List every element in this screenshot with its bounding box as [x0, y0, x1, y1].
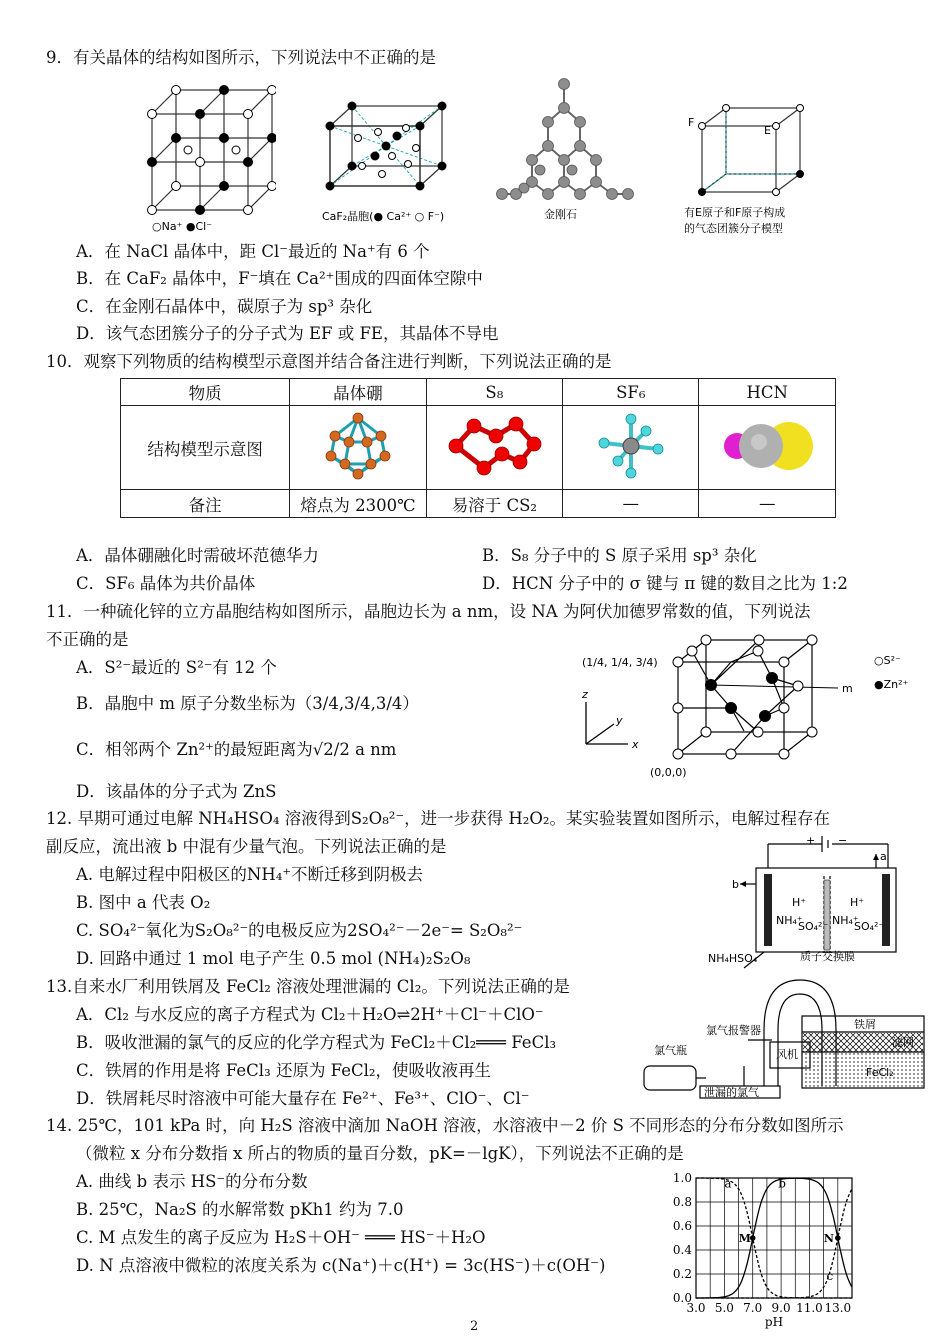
x-tick-label: 5.0 [714, 1301, 734, 1315]
nacl-crystal-figure [144, 82, 276, 234]
y-tick-label: 0.4 [672, 1243, 692, 1257]
x-axis-label: pH [764, 1315, 784, 1329]
axis-z: z [582, 688, 588, 701]
cluster-label-e: E [764, 124, 771, 137]
x-tick-label: 3.0 [686, 1301, 706, 1315]
axis-x: x [632, 738, 639, 751]
curve-label-c: c [826, 1269, 834, 1283]
q12-option-d: D. 回路中通过 1 mol 电子产生 0.5 mol (NH₄)₂S₂O₈ [76, 949, 471, 968]
x-tick-label: 7.0 [743, 1301, 763, 1315]
x-tick-label: 11.0 [796, 1301, 823, 1315]
cluster-label-f: F [688, 116, 695, 129]
q10-row-model-label: 结构模型示意图 [121, 406, 290, 490]
ion-so4-left: SO₄²⁻ [798, 920, 829, 933]
electrolysis-figure [704, 832, 914, 972]
diamond-figure [488, 74, 638, 224]
q10-option-a: A．晶体硼融化时需破坏范德华力 [76, 546, 319, 565]
point-N [835, 1235, 841, 1241]
caf2-caption: CaF₂晶胞(● Ca²⁺ ○ F⁻) [322, 210, 445, 223]
q10-stem: 10．观察下列物质的结构模型示意图并结合备注进行判断，下列说法正确的是 [46, 352, 612, 371]
q11-option-b: B．晶胞中 m 原子分数坐标为（3/4,3/4,3/4） [76, 694, 419, 713]
q14-option-c: C. M 点发生的离子反应为 H₂S＋OH⁻ ═══ HS⁻＋H₂O [76, 1228, 486, 1247]
q10-note-hcn: — [699, 490, 836, 518]
cylinder-label: 氯气瓶 [654, 1044, 687, 1057]
plus-sign: + [806, 834, 816, 847]
q14-option-a: A. 曲线 b 表示 HS⁻的分布分数 [76, 1172, 308, 1191]
diamond-caption: 金刚石 [544, 208, 577, 221]
q10-header-boron: 晶体硼 [290, 379, 426, 406]
q10-option-c: C．SF₆ 晶体为共价晶体 [76, 574, 256, 593]
boron-model-cell [290, 406, 426, 490]
ion-nh4-right: NH₄⁺ [832, 914, 859, 927]
q13-stem: 13.自来水厂利用铁屑及 FeCl₂ 溶液处理泄漏的 Cl₂。下列说法正确的是 [46, 977, 570, 996]
q10-header-s8: S₈ [426, 379, 563, 406]
leak-label: 泄漏的氯气 [704, 1086, 759, 1099]
q11-option-c: C．相邻两个 Zn²⁺的最短距离为√2/2 a nm [76, 740, 397, 759]
q14-option-d: D. N 点溶液中微粒的浓度关系为 c(Na⁺)＋c(H⁺) = 3c(HS⁻)＋c(OH⁻) [76, 1256, 606, 1275]
y-tick-label: 1.0 [672, 1171, 692, 1185]
q14-stem-line1: 14. 25℃，101 kPa 时，向 H₂S 溶液中滴加 NaOH 溶液，水溶液中－2 价 S 不同形态的分布分数如图所示 [46, 1116, 844, 1135]
q10-header-sf6: SF₆ [563, 379, 699, 406]
y-tick-label: 0.0 [672, 1291, 692, 1305]
boron-model-image [323, 412, 393, 480]
y-tick-label: 0.6 [672, 1219, 692, 1233]
q11-option-d: D．该晶体的分子式为 ZnS [76, 782, 277, 801]
s8-model-image [444, 416, 544, 476]
q10-note-s8: 易溶于 CS₂ [426, 490, 563, 518]
y-tick-label: 0.8 [672, 1195, 692, 1209]
q12-stem-line1: 12. 早期可通过电解 NH₄HSO₄ 溶液得到S₂O₈²⁻，进一步获得 H₂O₂。某实验装置如图所示，电解过程存在 [46, 809, 831, 828]
cluster-caption-line2: 的气态团簇分子模型 [684, 222, 783, 235]
point-label-N: N [823, 1232, 834, 1245]
curve-label-b: b [778, 1176, 786, 1191]
q9-option-b: B．在 CaF₂ 晶体中，F⁻填在 Ca²⁺围成的四面体空隙中 [76, 269, 483, 288]
chlorine-treatment-figure [640, 972, 930, 1106]
q12-option-c: C. SO₄²⁻氧化为S₂O₈²⁻的电极反应为2SO₄²⁻－2e⁻= S₂O₈²⁻ [76, 921, 523, 940]
cluster-caption-line1: 有E原子和F原子构成 [684, 206, 786, 219]
ion-so4-right: SO₄²⁻ [854, 920, 885, 933]
q10-header-hcn: HCN [699, 379, 836, 406]
hcn-model-image [719, 416, 815, 476]
fan-label: 风机 [776, 1048, 798, 1061]
q10-note-sf6: — [563, 490, 699, 518]
x-tick-label: 13.0 [824, 1301, 852, 1315]
label-a: a [880, 850, 887, 863]
zns-cell-figure [578, 632, 928, 782]
q11-stem-line2: 不正确的是 [46, 630, 129, 649]
q10-table [120, 378, 836, 518]
sf6-model-image [596, 413, 666, 479]
membrane-label: 质子交换膜 [800, 950, 855, 963]
nacl-caption: ○Na⁺ ●Cl⁻ [152, 220, 213, 233]
q9-option-a: A．在 NaCl 晶体中，距 Cl⁻最近的 Na⁺有 6 个 [76, 242, 430, 261]
q12-option-b: B. 图中 a 代表 O₂ [76, 893, 211, 912]
q14-stem-line2: （微粒 x 分布分数指 x 所占的物质的量百分数，pK=－lgK），下列说法不正确的是 [76, 1144, 684, 1163]
zns-coord-top: (1/4, 1/4, 3/4) [582, 656, 658, 669]
q13-option-c: C．铁屑的作用是将 FeCl₃ 还原为 FeCl₂，使吸收液再生 [76, 1061, 492, 1080]
distribution-chart [664, 1168, 864, 1336]
zns-label-m: m [842, 682, 853, 695]
q10-option-b: B．S₈ 分子中的 S 原子采用 sp³ 杂化 [482, 546, 757, 565]
cluster-figure [680, 98, 830, 238]
iron-label: 铁屑 [854, 1018, 876, 1031]
axis-y: y [616, 714, 623, 727]
solution-label: FeCl₂ [866, 1066, 894, 1079]
q10-option-d: D．HCN 分子中的 σ 键与 π 键的数目之比为 1:2 [482, 574, 848, 593]
q12-option-a: A. 电解过程中阳极区的NH₄⁺不断迁移到阴极去 [76, 865, 424, 884]
q12-stem-line2: 副反应，流出液 b 中混有少量气泡。下列说法正确的是 [46, 837, 447, 856]
ion-h-right: H⁺ [850, 896, 865, 909]
alarm-label: 氯气报警器 [706, 1024, 761, 1037]
hcn-model-cell [699, 406, 836, 490]
q13-option-a: A．Cl₂ 与水反应的离子方程式为 Cl₂＋H₂O⇌2H⁺＋Cl⁻＋ClO⁻ [76, 1005, 544, 1024]
label-b: b [732, 878, 739, 891]
x-tick-label: 9.0 [771, 1301, 791, 1315]
q10-note-boron: 熔点为 2300℃ [290, 490, 426, 518]
q11-option-a: A．S²⁻最近的 S²⁻有 12 个 [76, 658, 277, 677]
caf2-crystal-figure [322, 98, 454, 228]
q9-stem: 9．有关晶体的结构如图所示，下列说法中不正确的是 [46, 48, 436, 67]
q10-row-note-label: 备注 [121, 490, 290, 518]
q9-option-c: C．在金刚石晶体中，碳原子为 sp³ 杂化 [76, 297, 373, 316]
q13-option-d: D．铁屑耗尽时溶液中可能大量存在 Fe²⁺、Fe³⁺、ClO⁻、Cl⁻ [76, 1089, 530, 1108]
ion-h-left: H⁺ [792, 896, 807, 909]
curve-label-a: a [724, 1176, 732, 1191]
legend-zn2: ●Zn²⁺ [874, 678, 909, 691]
zns-origin: (0,0,0) [650, 766, 687, 779]
ion-nh4-left: NH₄⁺ [776, 914, 803, 927]
q10-header-substance: 物质 [121, 379, 290, 406]
sf6-model-cell [563, 406, 699, 490]
y-tick-label: 0.2 [672, 1267, 692, 1281]
q14-option-b: B. 25℃，Na₂S 的水解常数 pKh1 约为 7.0 [76, 1200, 404, 1219]
q9-option-d: D．该气态团簇分子的分子式为 EF 或 FE，其晶体不导电 [76, 324, 499, 343]
inlet-label: NH₄HSO₄ [708, 952, 758, 965]
filter-label: 滤网 [892, 1036, 914, 1049]
page-number: 2 [470, 1319, 479, 1334]
point-label-M: M [738, 1232, 751, 1245]
legend-s2: ○S²⁻ [874, 654, 901, 667]
s8-model-cell [426, 406, 563, 490]
q11-stem-line1: 11．一种硫化锌的立方晶胞结构如图所示，晶胞边长为 a nm，设 NA 为阿伏加德罗常数的值，下列说法 [46, 602, 811, 621]
minus-sign: − [838, 834, 848, 847]
q13-option-b: B．吸收泄漏的氯气的反应的化学方程式为 FeCl₂＋Cl₂═══ FeCl₃ [76, 1033, 557, 1052]
